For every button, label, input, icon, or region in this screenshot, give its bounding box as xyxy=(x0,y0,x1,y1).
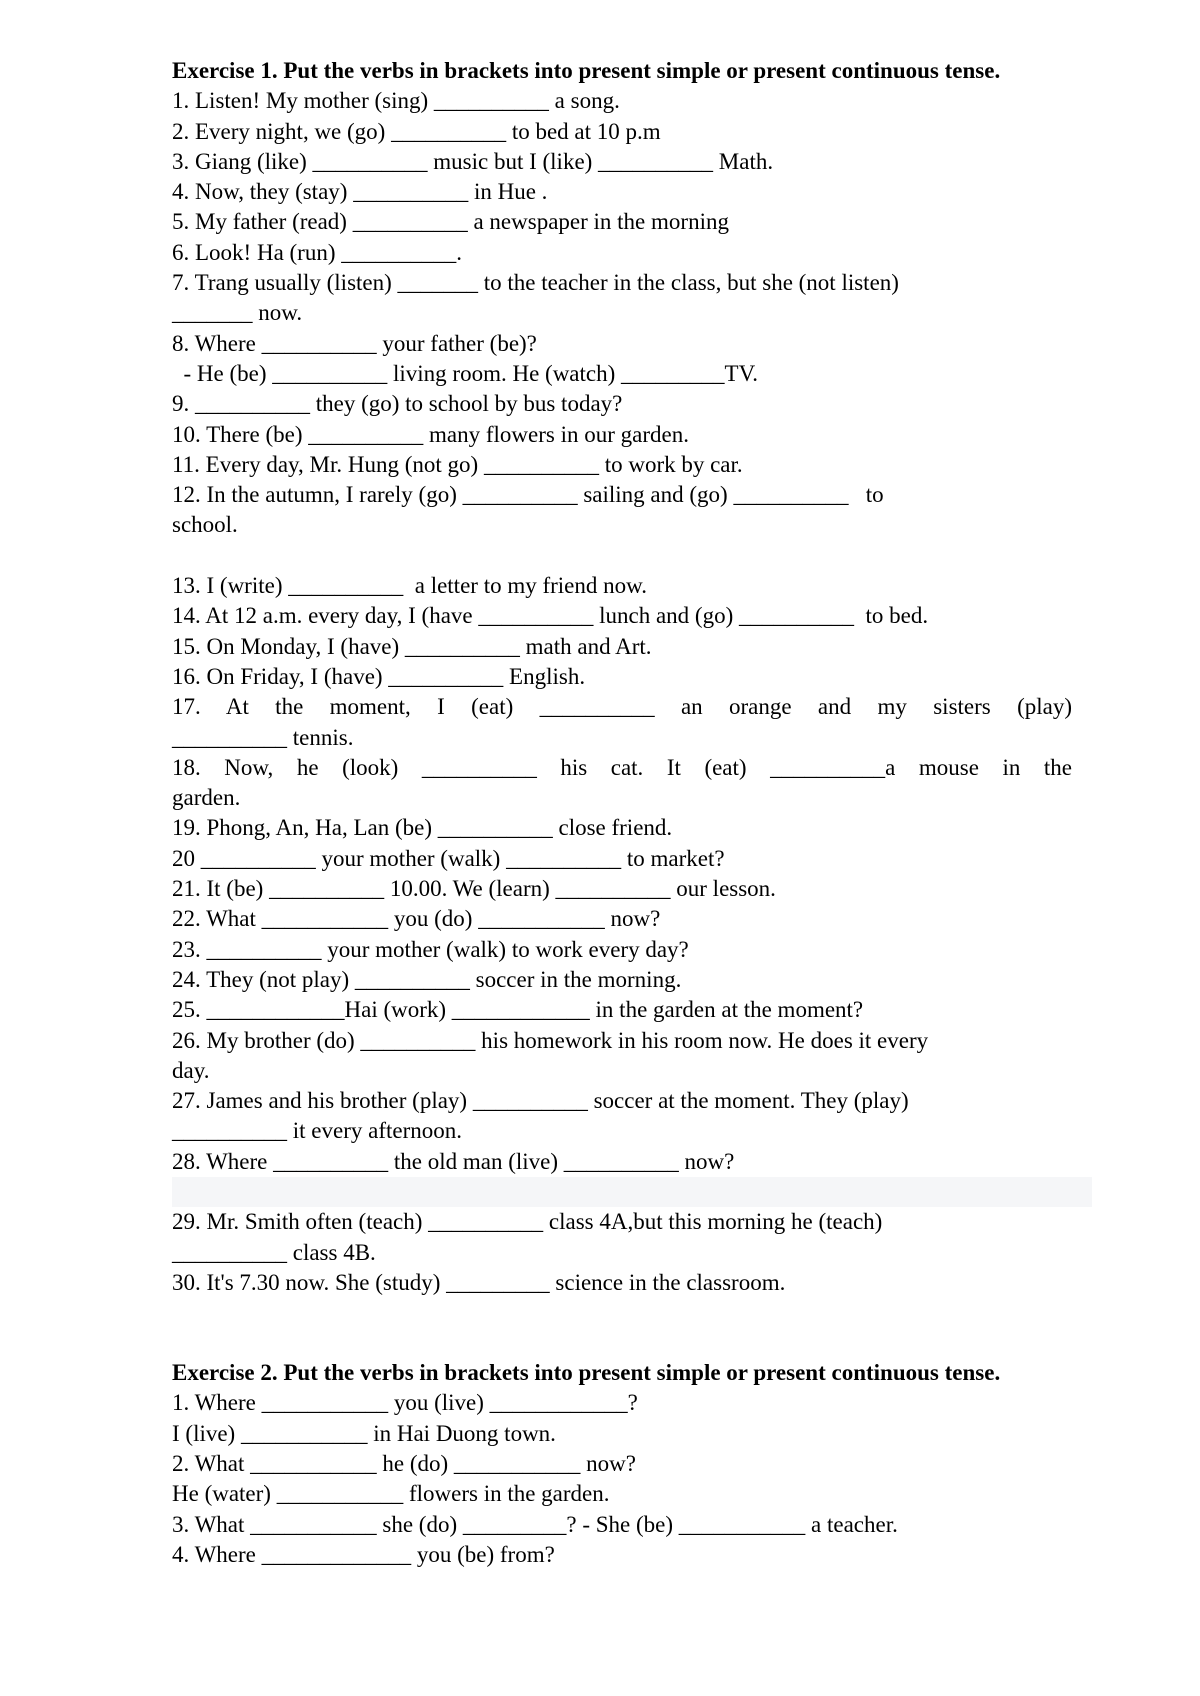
exercise-1-item-29: 29. Mr. Smith often (teach) __________ class 4A,but this morning he (teach) xyxy=(172,1209,883,1235)
exercise-1-item-7: 7. Trang usually (listen) _______ to the teacher in the class, but she (not listen) xyxy=(172,270,899,296)
exercise-1-item-29-cont: __________ class 4B. xyxy=(172,1239,376,1265)
exercise-1-item-10: 10. There (be) __________ many flowers in our garden. xyxy=(172,421,689,447)
exercise-1-item-16: 16. On Friday, I (have) __________ English. xyxy=(172,663,586,689)
shaded-blank-line xyxy=(172,1177,1092,1207)
exercise-1-item-7-cont: _______ now. xyxy=(172,300,303,326)
exercise-1-item-8: 8. Where __________ your father (be)? xyxy=(172,330,537,356)
exercise-2-heading: Exercise 2. Put the verbs in brackets into present simple or present continuous tense. xyxy=(172,1360,1001,1386)
exercise-1-item-2: 2. Every night, we (go) __________ to bed at 10 p.m xyxy=(172,118,661,144)
blank-line xyxy=(172,541,1072,571)
exercise-1-item-27-cont: __________ it every afternoon. xyxy=(172,1118,462,1144)
section-divider-space xyxy=(172,1298,1072,1358)
exercise-2-item-3: 3. What ___________ she (do) _________? - She (be) ___________ a teacher. xyxy=(172,1511,898,1537)
exercise-1-item-12: 12. In the autumn, I rarely (go) __________ sailing and (go) __________ to xyxy=(172,482,884,508)
exercise-1-item-30: 30. It's 7.30 now. She (study) _________ science in the classroom. xyxy=(172,1269,786,1295)
exercise-1-item-19: 19. Phong, An, Ha, Lan (be) __________ close friend. xyxy=(172,815,673,841)
exercise-1-item-9: 9. __________ they (go) to school by bus today? xyxy=(172,391,623,417)
exercise-1-item-27: 27. James and his brother (play) __________ soccer at the moment. They (play) xyxy=(172,1088,909,1114)
exercise-2-item-4: 4. Where _____________ you (be) from? xyxy=(172,1541,555,1567)
exercise-1-item-25: 25. ____________Hai (work) ____________ in the garden at the moment? xyxy=(172,997,864,1023)
exercise-2-item-1: 1. Where ___________ you (live) ____________? xyxy=(172,1390,638,1416)
worksheet-page xyxy=(172,56,1072,1570)
exercise-1-item-17: 17. At the moment, I (eat) __________ an orange and my sisters (play) xyxy=(172,694,1072,720)
exercise-1-item-6: 6. Look! Ha (run) __________. xyxy=(172,239,463,265)
exercise-1-item-8-answer: - He (be) __________ living room. He (watch) _________TV. xyxy=(172,360,758,386)
exercise-2-item-2-answer: He (water) ___________ flowers in the garden. xyxy=(172,1481,610,1507)
exercise-1-item-5: 5. My father (read) __________ a newspaper in the morning xyxy=(172,209,729,235)
exercise-1-item-23: 23. __________ your mother (walk) to work every day? xyxy=(172,936,689,962)
exercise-1-item-3: 3. Giang (like) __________ music but I (like) __________ Math. xyxy=(172,148,774,174)
exercise-1-item-28: 28. Where __________ the old man (live) __________ now? xyxy=(172,1148,735,1174)
exercise-1-item-18-cont: garden. xyxy=(172,785,241,811)
exercise-1-item-12-cont: school. xyxy=(172,512,238,538)
exercise-1-item-24: 24. They (not play) __________ soccer in the morning. xyxy=(172,966,682,992)
exercise-1-item-22: 22. What ___________ you (do) ___________ now? xyxy=(172,906,661,932)
exercise-1-item-1: 1. Listen! My mother (sing) __________ a song. xyxy=(172,88,620,114)
exercise-1-item-21: 21. It (be) __________ 10.00. We (learn) __________ our lesson. xyxy=(172,876,776,902)
exercise-1-item-14: 14. At 12 a.m. every day, I (have __________ lunch and (go) __________ to bed. xyxy=(172,603,929,629)
exercise-1-item-13: 13. I (write) __________ a letter to my friend now. xyxy=(172,573,648,599)
exercise-2-item-2: 2. What ___________ he (do) ___________ now? xyxy=(172,1451,636,1477)
exercise-1-item-17-cont: __________ tennis. xyxy=(172,724,354,750)
exercise-1-item-20: 20 __________ your mother (walk) __________ to market? xyxy=(172,845,725,871)
exercise-1-item-4: 4. Now, they (stay) __________ in Hue . xyxy=(172,179,548,205)
exercise-1-item-26-cont: day. xyxy=(172,1057,210,1083)
exercise-1-item-26: 26. My brother (do) __________ his homework in his room now. He does it every xyxy=(172,1027,929,1053)
exercise-1-item-18: 18. Now, he (look) __________ his cat. It (eat) __________a mouse in the xyxy=(172,754,1072,780)
exercise-1-item-15: 15. On Monday, I (have) __________ math and Art. xyxy=(172,633,652,659)
exercise-1-item-11: 11. Every day, Mr. Hung (not go) __________ to work by car. xyxy=(172,451,743,477)
exercise-2-item-1-answer: I (live) ___________ in Hai Duong town. xyxy=(172,1420,556,1446)
exercise-1-heading: Exercise 1. Put the verbs in brackets into present simple or present continuous tense. xyxy=(172,58,1001,83)
